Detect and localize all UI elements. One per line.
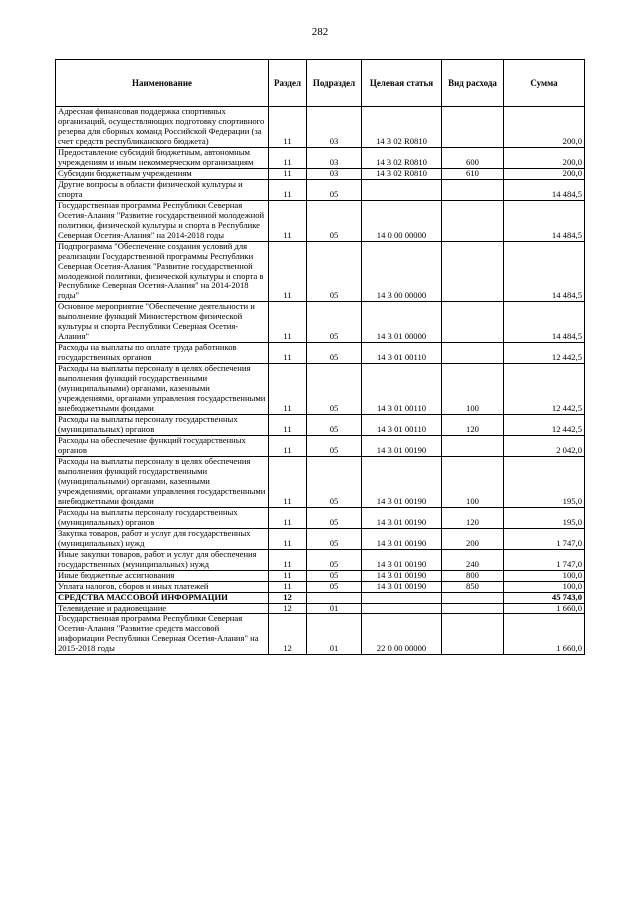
column-header-subsection: Подраздел: [307, 60, 362, 107]
table-row: [56, 147, 585, 168]
row-subsection: 05: [307, 200, 362, 241]
table-row: [56, 528, 585, 549]
row-target-item: 14 3 02 R0810: [362, 168, 442, 179]
table-row: [56, 603, 585, 614]
row-amount: 1 747,0: [504, 528, 585, 549]
column-header-name: Наименование: [56, 60, 269, 107]
table-row: [56, 415, 585, 436]
row-section: 11: [269, 436, 307, 457]
row-name: Уплата налогов, сборов и иных платежей: [56, 581, 269, 592]
table-row: [56, 343, 585, 364]
row-subsection: 03: [307, 168, 362, 179]
row-target-item: 14 3 01 00190: [362, 581, 442, 592]
row-amount: 14 484,5: [504, 241, 585, 302]
row-section: 11: [269, 241, 307, 302]
table-row: [56, 456, 585, 507]
row-name: Телевидение и радиовещание: [56, 603, 269, 614]
row-expense-type: 850: [442, 581, 504, 592]
row-expense-type: [442, 241, 504, 302]
row-name: СРЕДСТВА МАССОВОЙ ИНФОРМАЦИИ: [56, 592, 269, 603]
row-expense-type: 610: [442, 168, 504, 179]
row-section: 12: [269, 614, 307, 655]
row-section: 11: [269, 179, 307, 200]
table-row: [56, 302, 585, 343]
row-amount: 14 484,5: [504, 179, 585, 200]
row-amount: 12 442,5: [504, 364, 585, 415]
row-name: Иные закупки товаров, работ и услуг для обеспечения государственных (муниципальных) нужд: [56, 549, 269, 570]
table-row: [56, 179, 585, 200]
row-section: 11: [269, 415, 307, 436]
row-expense-type: 120: [442, 507, 504, 528]
row-subsection: 05: [307, 415, 362, 436]
row-expense-type: [442, 603, 504, 614]
row-target-item: [362, 592, 442, 603]
row-section: 11: [269, 581, 307, 592]
row-subsection: 01: [307, 603, 362, 614]
row-target-item: 14 3 01 00190: [362, 456, 442, 507]
row-subsection: 05: [307, 179, 362, 200]
row-amount: 1 660,0: [504, 614, 585, 655]
row-subsection: 03: [307, 147, 362, 168]
row-subsection: 01: [307, 614, 362, 655]
row-expense-type: [442, 614, 504, 655]
row-subsection: 05: [307, 343, 362, 364]
table-row: [56, 436, 585, 457]
row-amount: 14 484,5: [504, 200, 585, 241]
row-expense-type: [442, 107, 504, 148]
row-section: 11: [269, 343, 307, 364]
row-target-item: 22 0 00 00000: [362, 614, 442, 655]
row-target-item: 14 3 02 R0810: [362, 107, 442, 148]
table-row: [56, 581, 585, 592]
column-header-section: Раздел: [269, 60, 307, 107]
budget-table: [55, 59, 585, 655]
row-section: 11: [269, 147, 307, 168]
row-section: 11: [269, 107, 307, 148]
row-expense-type: 100: [442, 364, 504, 415]
row-amount: 1 747,0: [504, 549, 585, 570]
row-amount: 195,0: [504, 507, 585, 528]
row-amount: 12 442,5: [504, 415, 585, 436]
table-row: [56, 614, 585, 655]
row-subsection: 05: [307, 436, 362, 457]
row-expense-type: 800: [442, 570, 504, 581]
row-expense-type: [442, 592, 504, 603]
row-amount: 100,0: [504, 581, 585, 592]
row-amount: 200,0: [504, 107, 585, 148]
row-amount: 100,0: [504, 570, 585, 581]
row-expense-type: 200: [442, 528, 504, 549]
table-row: [56, 364, 585, 415]
row-expense-type: [442, 343, 504, 364]
row-expense-type: 120: [442, 415, 504, 436]
row-expense-type: 100: [442, 456, 504, 507]
row-amount: 200,0: [504, 147, 585, 168]
row-name: Другие вопросы в области физической культуры и спорта: [56, 179, 269, 200]
row-name: Расходы на выплаты персоналу государственных (муниципальных) органов: [56, 507, 269, 528]
row-name: Адресная финансовая поддержка спортивных организаций, осуществляющих подготовку спортивного резерва для сборных команд Российской Федерации (за счет средств республиканского бюджета): [56, 107, 269, 148]
table-row: [56, 241, 585, 302]
row-section: 11: [269, 456, 307, 507]
row-target-item: 14 3 01 00190: [362, 570, 442, 581]
row-subsection: 05: [307, 241, 362, 302]
row-expense-type: [442, 200, 504, 241]
table-header-row: [56, 60, 585, 107]
row-section: 12: [269, 603, 307, 614]
row-name: Подпрограмма "Обеспечение создания условий для реализации Государственной программы Республики Северная Осетия-Алания "Развитие государственной молодежной политики, физической культуры и спорта в Республике Северная Осетия-Алания" на 2014-2018 годы": [56, 241, 269, 302]
row-target-item: 14 0 00 00000: [362, 200, 442, 241]
row-section: 11: [269, 364, 307, 415]
row-expense-type: [442, 302, 504, 343]
row-expense-type: 600: [442, 147, 504, 168]
row-name: Закупка товаров, работ и услуг для государственных (муниципальных) нужд: [56, 528, 269, 549]
table-row: [56, 570, 585, 581]
row-expense-type: [442, 436, 504, 457]
row-subsection: 05: [307, 570, 362, 581]
row-amount: 200,0: [504, 168, 585, 179]
row-name: Расходы на выплаты персоналу в целях обеспечения выполнения функций государственными (муниципальными) органами, казенными учреждениями, органами управления государственными внебюджетными фондами: [56, 456, 269, 507]
page-number: 282: [311, 26, 329, 38]
column-header-expense-type: Вид расхода: [442, 60, 504, 107]
row-target-item: 14 3 00 00000: [362, 241, 442, 302]
row-subsection: 05: [307, 581, 362, 592]
row-section: 11: [269, 570, 307, 581]
table-row: [56, 549, 585, 570]
row-subsection: 05: [307, 456, 362, 507]
row-expense-type: [442, 179, 504, 200]
row-target-item: 14 3 01 00110: [362, 415, 442, 436]
row-target-item: 14 3 01 00190: [362, 528, 442, 549]
table-row: [56, 507, 585, 528]
row-name: Иные бюджетные ассигнования: [56, 570, 269, 581]
row-name: Основное мероприятие "Обеспечение деятельности и выполнение функций Министерством физической культуры и спорта Республики Северная Осетия-Алания": [56, 302, 269, 343]
table-row: [56, 168, 585, 179]
row-section: 11: [269, 549, 307, 570]
row-target-item: 14 3 01 00000: [362, 302, 442, 343]
row-target-item: [362, 603, 442, 614]
table-row: [56, 107, 585, 148]
row-name: Предоставление субсидий бюджетным, автономным учреждениям и иным некоммерческим организациям: [56, 147, 269, 168]
row-target-item: 14 3 02 R0810: [362, 147, 442, 168]
row-section: 12: [269, 592, 307, 603]
row-target-item: 14 3 01 00190: [362, 549, 442, 570]
row-subsection: 05: [307, 528, 362, 549]
row-name: Расходы на обеспечение функций государственных органов: [56, 436, 269, 457]
row-subsection: 05: [307, 549, 362, 570]
row-name: Государственная программа Республики Северная Осетия-Алания "Развитие государственной молодежной политики, физической культуры и спорта в Республике Северная Осетия-Алания" на 2014-2018 годы: [56, 200, 269, 241]
row-name: Расходы на выплаты по оплате труда работников государственных органов: [56, 343, 269, 364]
row-section: 11: [269, 528, 307, 549]
column-header-amount: Сумма: [504, 60, 585, 107]
row-name: Государственная программа Республики Северная Осетия-Алания "Развитие средств массовой информации Республики Северная Осетия-Алания" на 2015-2018 годы: [56, 614, 269, 655]
row-section: 11: [269, 302, 307, 343]
column-header-target-item: Целевая статья: [362, 60, 442, 107]
table-row: [56, 200, 585, 241]
row-subsection: 05: [307, 364, 362, 415]
row-subsection: 05: [307, 302, 362, 343]
row-amount: 1 660,0: [504, 603, 585, 614]
table-row: [56, 592, 585, 603]
row-amount: 14 484,5: [504, 302, 585, 343]
row-target-item: 14 3 01 00110: [362, 343, 442, 364]
row-expense-type: 240: [442, 549, 504, 570]
row-section: 11: [269, 168, 307, 179]
row-target-item: 14 3 01 00110: [362, 364, 442, 415]
row-target-item: [362, 179, 442, 200]
row-amount: 45 743,0: [504, 592, 585, 603]
row-subsection: 05: [307, 507, 362, 528]
row-amount: 12 442,5: [504, 343, 585, 364]
row-subsection: [307, 592, 362, 603]
row-name: Субсидии бюджетным учреждениям: [56, 168, 269, 179]
row-section: 11: [269, 507, 307, 528]
row-amount: 195,0: [504, 456, 585, 507]
row-amount: 2 042,0: [504, 436, 585, 457]
row-name: Расходы на выплаты персоналу государственных (муниципальных) органов: [56, 415, 269, 436]
row-section: 11: [269, 200, 307, 241]
row-target-item: 14 3 01 00190: [362, 436, 442, 457]
row-name: Расходы на выплаты персоналу в целях обеспечения выполнения функций государственными (муниципальными) органами, казенными учреждениями, органами управления государственными внебюджетными фондами: [56, 364, 269, 415]
row-subsection: 03: [307, 107, 362, 148]
row-target-item: 14 3 01 00190: [362, 507, 442, 528]
